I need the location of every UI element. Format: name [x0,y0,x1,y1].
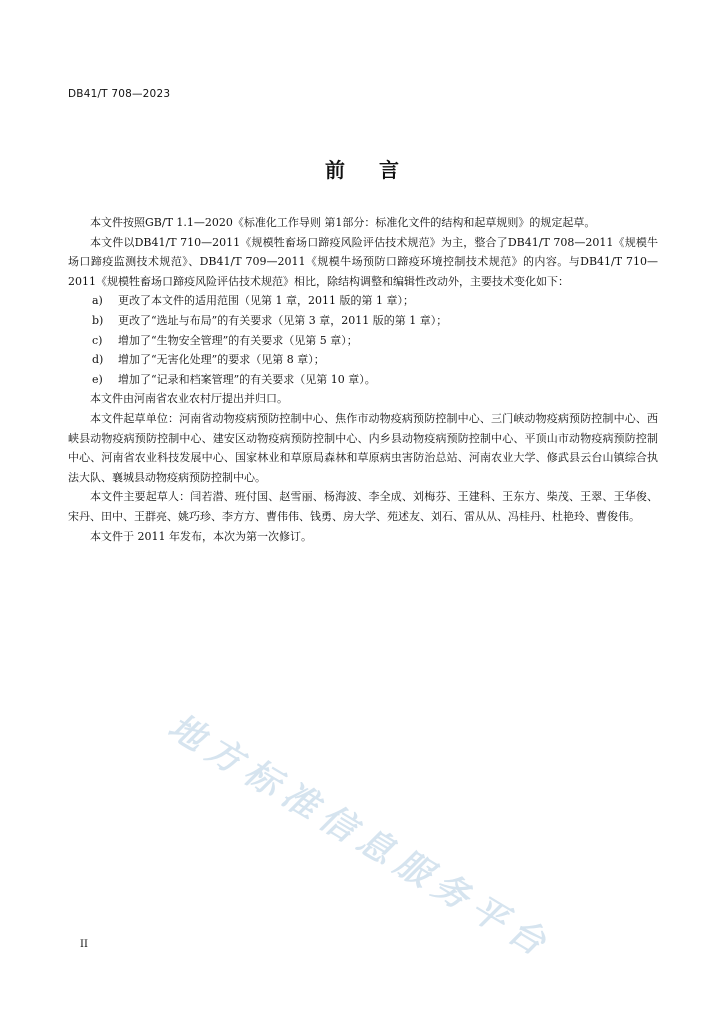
list-item [68,311,658,331]
list-item [68,331,658,351]
paragraph: 本文件于 2011 年发布，本次为第一次修订。 [90,529,312,543]
paragraph: 本文件主要起草人：闫若潜、班付国、赵雪丽、杨海波、李全成、刘梅芬、王建科、王东方、柴茂、王翠、王华俊、宋丹、田中、王群亮、姚巧珍、李方方、曹伟伟、钱勇、房大学、苑述友、刘石、雷从从、冯桂丹、杜艳玲、曹俊伟。 [68,490,658,523]
list-item-text: 更改了“选址与布局”的有关要求（见第 3 章，2011 版的第 1 章）； [118,313,448,327]
page-title: 前言 [325,158,433,182]
page-number: II [80,939,88,950]
list-marker: b) [92,313,104,327]
list-item [68,350,658,370]
list-item-text: 增加了“无害化处理”的要求（见第 8 章）； [118,353,325,367]
list-item-text: 增加了“生物安全管理”的有关要求（见第 5 章）； [118,333,358,347]
list-marker: e) [92,372,103,386]
list-marker: a) [92,294,103,308]
standard-code: DB41/T 708—2023 [68,88,171,100]
list-item [68,370,658,390]
foreword-body [68,213,658,546]
list-item-text: 更改了本文件的适用范围（见第 1 章，2011 版的第 1 章）； [118,294,414,308]
paragraph: 本文件起草单位：河南省动物疫病预防控制中心、焦作市动物疫病预防控制中心、三门峡动物疫病预防控制中心、西峡县动物疫病预防控制中心、建安区动物疫病预防控制中心、内乡县动物疫病预防控制中心、平顶山市动物疫病预防控制中心、河南省农业科技发展中心、国家林业和草原局森林和草原病虫害防治总站、河南农业大学、修武县云台山镇综合执法大队、襄城县动物疫病预防控制中心。 [68,411,658,484]
paragraph: 本文件按照GB/T 1.1—2020《标准化工作导则 第1部分：标准化文件的结构和起草规则》的规定起草。 [90,216,596,229]
watermark: 地方标准信息服务平台 [161,706,560,968]
list-item-text: 增加了“记录和档案管理”的有关要求（见第 10 章）。 [118,372,376,386]
paragraph: 本文件由河南省农业农村厅提出并归口。 [90,392,288,406]
paragraph: 本文件以DB41/T 710—2011《规模牲畜场口蹄疫风险评估技术规范》为主，整合了DB41/T 708—2011《规模牛场口蹄疫监测技术规范》、DB41/T 709—2011《规模牛场预防口蹄疫环境控制技术规范》的内容。与DB41/T 710—2011《规模牲畜场口蹄疫风险评估技术规范》相比，除结构调整和编辑性改动外，主要技术变化如下： [68,235,658,288]
list-marker: d) [92,353,104,367]
list-item [68,291,658,311]
list-marker: c) [92,333,103,347]
technical-changes-list [68,291,658,389]
